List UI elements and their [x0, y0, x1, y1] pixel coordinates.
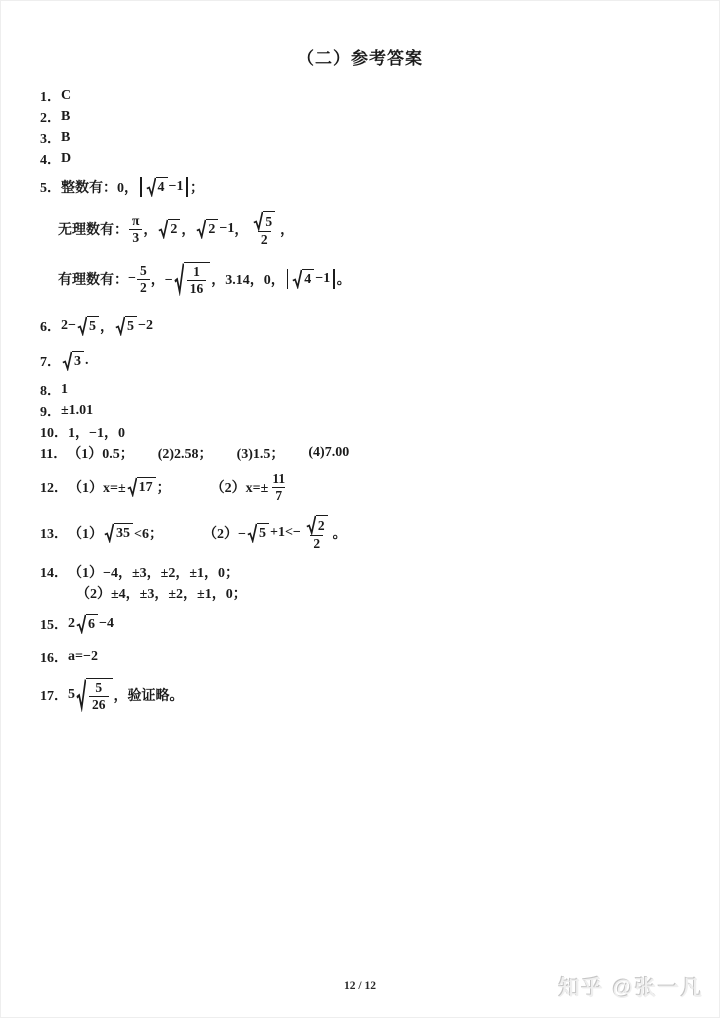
fraction — [137, 263, 150, 294]
answer-10 — [40, 421, 680, 442]
expression-text: −1 — [168, 179, 184, 194]
radicand: 6 — [86, 614, 98, 634]
sqrt-icon — [196, 219, 206, 239]
item-number: 1． — [40, 89, 61, 105]
punctuation: ； — [156, 481, 171, 496]
radicand — [184, 262, 211, 295]
numerator: 5 — [139, 263, 147, 279]
answer-5-rational — [58, 259, 680, 299]
answer-16 — [40, 646, 680, 667]
sqrt-icon — [77, 316, 87, 336]
punctuation: ， — [234, 223, 249, 238]
page-number: 12 / 12 — [344, 980, 376, 992]
answer-2 — [40, 106, 680, 127]
fraction — [249, 211, 279, 247]
numerator — [302, 515, 332, 535]
sqrt-expression — [174, 262, 211, 295]
sqrt-icon — [292, 269, 302, 289]
item-number: 11． — [40, 446, 68, 462]
sqrt-expression — [292, 269, 314, 289]
fraction — [89, 680, 109, 711]
answer-6 — [40, 315, 680, 336]
item-number: 6． — [40, 319, 61, 335]
answer-part: (4)7.00 — [308, 444, 350, 460]
numerator: 11 — [272, 471, 286, 487]
denominator: 2 — [258, 231, 271, 247]
sqrt-expression — [146, 177, 168, 197]
item-number: 8． — [40, 383, 61, 399]
fraction — [302, 515, 332, 551]
page-title: （二）参考答案 — [297, 49, 423, 68]
numerator: 5 — [95, 680, 103, 696]
sqrt-icon — [247, 523, 257, 543]
answer-1 — [40, 85, 680, 106]
answer-9 — [40, 400, 680, 421]
expression-text: −1 — [315, 271, 331, 286]
radicand: 17 — [137, 477, 156, 497]
sqrt-expression — [127, 477, 156, 497]
answer-14-line1 — [40, 561, 680, 582]
sqrt-icon — [76, 678, 86, 711]
expression-text: 5 — [68, 687, 75, 702]
radicand: 3 — [72, 351, 84, 371]
expression-text: ，− — [150, 273, 173, 288]
punctuation: ， — [181, 223, 196, 238]
denominator: 7 — [272, 487, 285, 503]
radicand: 4 — [156, 177, 168, 197]
punctuation: ； — [189, 181, 204, 196]
sqrt-expression — [115, 316, 137, 336]
numerator: π — [132, 213, 140, 229]
radicand: 5 — [257, 523, 269, 543]
item-number: 14． — [40, 565, 68, 581]
punctuation: 。 — [332, 527, 347, 542]
item-number: 4． — [40, 152, 61, 168]
answer-value: B — [61, 129, 71, 145]
expression-text: −4 — [99, 615, 114, 631]
answer-11 — [40, 442, 680, 463]
item-number: 10． — [40, 425, 68, 441]
expression-text: ，3.14，0， — [211, 273, 285, 288]
answer-value: D — [61, 150, 72, 166]
radicand: 2 — [168, 219, 180, 239]
label: 无理数有： — [58, 223, 128, 238]
watermark: 知乎 @张一凡 — [558, 977, 704, 1000]
item-number: 16． — [40, 650, 68, 666]
answer-13 — [40, 513, 680, 553]
expression-text: （1）x=± — [68, 481, 126, 496]
sqrt-expression — [196, 219, 218, 239]
radicand — [86, 678, 113, 711]
sqrt-expression — [247, 523, 269, 543]
answer-8 — [40, 379, 680, 400]
denominator: 2 — [310, 535, 323, 551]
numerator — [249, 211, 279, 231]
punctuation: 。 — [336, 273, 351, 288]
absolute-value — [140, 175, 188, 199]
sqrt-expression — [158, 219, 180, 239]
punctuation: . — [85, 352, 89, 368]
radicand: 2 — [206, 219, 218, 239]
answer-17 — [40, 675, 680, 715]
expression-text: （1） — [68, 527, 103, 542]
fraction — [269, 471, 288, 502]
numerator: 1 — [193, 264, 200, 280]
answer-value: 1 — [61, 381, 68, 397]
sqrt-icon — [127, 477, 137, 497]
item-number: 5． — [40, 181, 61, 196]
answer-value: 1，−1，0 — [68, 425, 125, 441]
answer-part: (2)2.58； — [157, 446, 213, 462]
punctuation: ， — [280, 223, 295, 238]
radicand: 2 — [316, 515, 328, 535]
item-number: 17． — [40, 689, 68, 704]
answer-3 — [40, 127, 680, 148]
punctuation: ， — [143, 223, 158, 238]
denominator: 3 — [129, 229, 142, 245]
radicand: 4 — [302, 269, 314, 289]
item-number: 9． — [40, 404, 61, 420]
sqrt-icon — [158, 219, 168, 239]
denominator: 16 — [187, 280, 207, 296]
answer-15 — [40, 613, 680, 634]
sqrt-expression — [77, 316, 99, 336]
item-number: 2． — [40, 110, 61, 126]
sqrt-icon — [306, 515, 316, 535]
answer-value: ±1.01 — [61, 402, 94, 418]
expression-text: 2− — [61, 317, 76, 333]
answer-part: （1）−4，±3，±2，±1，0； — [68, 565, 240, 581]
sqrt-expression — [76, 614, 98, 634]
sqrt-icon — [62, 351, 72, 371]
sqrt-expression — [253, 211, 275, 231]
answer-14-line2 — [76, 582, 680, 603]
expression-text: （2）x=± — [210, 481, 269, 496]
sqrt-expression — [62, 351, 84, 371]
item-number: 15． — [40, 617, 68, 633]
expression-text: −1 — [219, 221, 235, 236]
sqrt-icon — [104, 523, 114, 543]
absolute-value — [287, 267, 335, 291]
answer-value: C — [61, 87, 72, 103]
sqrt-icon — [76, 614, 86, 634]
expression-text: −2 — [137, 317, 153, 333]
sqrt-icon — [146, 177, 156, 197]
sqrt-expression — [104, 523, 133, 543]
item-number: 7． — [40, 354, 61, 370]
sqrt-expression — [306, 515, 328, 535]
answer-5-integers — [40, 175, 680, 199]
expression-text: <6； — [134, 527, 163, 542]
answer-7 — [40, 350, 680, 371]
expression-text: （2）− — [202, 527, 246, 542]
answer-part: （1）0.5； — [67, 446, 134, 462]
radicand: 5 — [87, 316, 99, 336]
answer-12 — [40, 467, 680, 507]
sqrt-icon — [253, 211, 263, 231]
item-number: 12． — [40, 481, 68, 496]
denominator: 2 — [137, 279, 150, 295]
fraction — [187, 264, 207, 295]
punctuation: ， — [99, 319, 114, 335]
fraction — [129, 213, 142, 244]
label: 有理数有： — [58, 273, 128, 288]
radicand: 35 — [114, 523, 133, 543]
minus-sign: − — [128, 271, 136, 286]
answer-value: B — [61, 108, 71, 124]
radicand: 5 — [125, 316, 137, 336]
expression-text: ，验证略。 — [113, 689, 184, 704]
radicand: 5 — [263, 211, 275, 231]
label: 整数有：0， — [61, 181, 138, 196]
answer-part: （2）±4，±3，±2，±1，0； — [76, 586, 247, 602]
expression-text: 2 — [68, 615, 75, 631]
sqrt-icon — [174, 262, 184, 295]
expression-text: +1<− — [269, 525, 301, 540]
answer-part: (3)1.5； — [236, 446, 285, 462]
item-number: 13． — [40, 527, 68, 542]
answer-4 — [40, 148, 680, 169]
item-number: 3． — [40, 131, 61, 147]
denominator: 26 — [89, 696, 109, 712]
sqrt-icon — [115, 316, 125, 336]
answer-5-irrational — [58, 209, 680, 249]
answer-value: a=−2 — [68, 648, 98, 664]
sqrt-expression — [76, 678, 113, 711]
